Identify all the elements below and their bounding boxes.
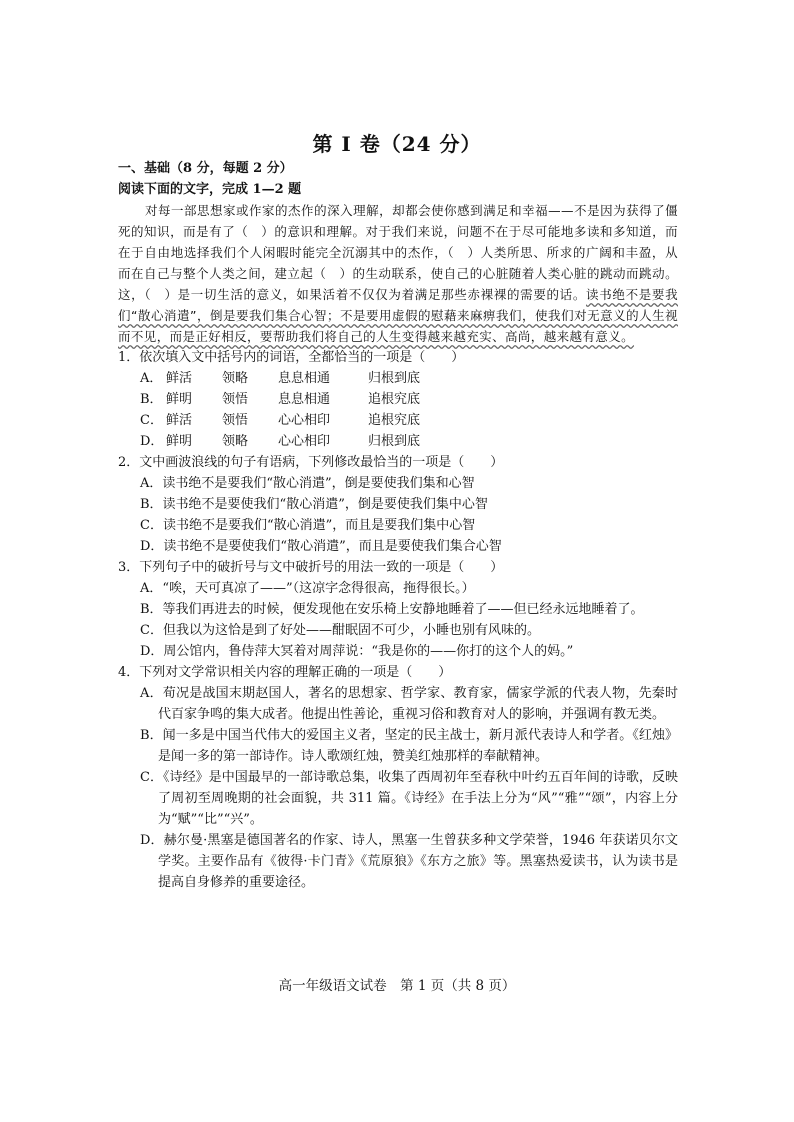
wavy-underlined-sentence: 读书绝不是要我们“散心消遣”，倒是要我们集合心智；不是要用虚假的慰藉来麻痹我们，使我们对无意义的人生视而不见，而是正好相反，要帮助我们将自己的人生变得越来越充实、高尚，越来越有意义。 bbox=[118, 287, 678, 344]
question-1-option-d[interactable] bbox=[118, 431, 678, 452]
question-2 bbox=[118, 452, 678, 557]
question-4-option-b[interactable]: B．闻一多是中国当代伟大的爱国主义者，坚定的民主战士，新月派代表诗人和学者。《红烛》是闻一多的第一部诗作。诗人歌颂红烛，赞美红烛那样的奉献精神。 bbox=[140, 728, 678, 764]
question-4-option-a[interactable]: A．荀况是战国末期赵国人，著名的思想家、哲学家、教育家，儒家学派的代表人物，先秦时代百家争鸣的集大成者。他提出性善论，重视习俗和教育对人的影响，并强调有教无类。 bbox=[140, 686, 678, 722]
page-title: 第 I 卷（24 分） bbox=[312, 132, 482, 156]
option-word: 息息相通 bbox=[278, 392, 331, 407]
question-1-option-a[interactable] bbox=[118, 368, 678, 389]
question-3 bbox=[118, 557, 678, 662]
option-word: 鲜明 bbox=[166, 392, 193, 407]
exam-content bbox=[118, 158, 678, 893]
question-3-option-b[interactable]: B．等我们再进去的时候，便发现他在安乐椅上安静地睡着了——但已经永远地睡着了。 bbox=[140, 602, 644, 617]
option-word: 鲜活 bbox=[166, 371, 193, 386]
question-2-option-d[interactable]: D．读书绝不是要使我们“散心消遣”，而且是要使我们集合心智 bbox=[140, 539, 502, 554]
section-heading: 一、基础（8 分，每题 2 分） bbox=[118, 161, 293, 176]
option-word: 息息相通 bbox=[278, 371, 331, 386]
question-2-stem: 2．文中画波浪线的句子有语病，下列修改最恰当的一项是（ ） bbox=[118, 455, 504, 470]
question-2-option-c[interactable]: C．读书绝不是要我们“散心消遣”，而且是要我们集中心智 bbox=[140, 518, 476, 533]
page-footer: 高一年级语文试卷 第 1 页（共 8 页） bbox=[278, 978, 516, 994]
option-word: 心心相印 bbox=[278, 434, 331, 449]
option-word: 心心相印 bbox=[278, 413, 331, 428]
question-3-stem: 3．下列句子中的破折号与文中破折号的用法一致的一项是（ ） bbox=[118, 560, 504, 575]
option-word: 追根究底 bbox=[368, 413, 421, 428]
option-word: 领略 bbox=[222, 371, 249, 386]
question-1 bbox=[118, 347, 678, 452]
option-word: 鲜活 bbox=[166, 413, 193, 428]
option-label: A． bbox=[140, 371, 163, 386]
passage-text: 对每一部思想家或作家的杰作的深入理解，却都会使你感到满足和幸福——不是因为获得了僵死的知识，而是有了（ ）的意识和理解。对于我们来说，问题不在于尽可能地多读和多知道，而在于自由地选择我们个人闲暇时能完全沉溺其中的杰作，（ ）人类所思、所求的广阔和丰盈，从而在自己与整个人类之间，建立起（ ）的生动联系，使自己的心脏随着人类心脏的跳动而跳动。这，（ ）是一切生活的意义，如果活着不仅仅为着满足那些赤裸裸的需要的话。 bbox=[118, 203, 678, 302]
question-3-option-c[interactable]: C．但我以为这恰是到了好处——酣眠固不可少，小睡也别有风味的。 bbox=[140, 623, 540, 638]
question-1-stem: 1．依次填入文中括号内的词语，全都恰当的一项是（ ） bbox=[118, 350, 465, 365]
question-4 bbox=[118, 662, 678, 893]
question-3-option-a[interactable]: A．“唉，天可真凉了——”（这凉字念得很高，拖得很长。） bbox=[140, 581, 475, 596]
option-label: D． bbox=[140, 434, 164, 449]
option-word: 领悟 bbox=[222, 392, 249, 407]
question-2-option-b[interactable]: B．读书绝不是要使我们“散心消遣”，倒是要使我们集中心智 bbox=[140, 497, 488, 512]
reading-instruction: 阅读下面的文字，完成 1—2 题 bbox=[118, 182, 302, 197]
option-word: 鲜明 bbox=[166, 434, 193, 449]
option-label: C． bbox=[140, 413, 163, 428]
question-4-option-c[interactable]: C．《诗经》是中国最早的一部诗歌总集，收集了西周初年至春秋中叶约五百年间的诗歌，反映了周初至周晚期的社会面貌，共 311 篇。《诗经》在手法上分为“风”“雅”“颂”，内容上分为“赋”“比”“兴”。 bbox=[140, 770, 678, 827]
question-4-stem: 4．下列对文学常识相关内容的理解正确的一项是（ ） bbox=[118, 665, 452, 680]
question-1-option-b[interactable] bbox=[118, 389, 678, 410]
option-label: B． bbox=[140, 392, 163, 407]
question-2-option-a[interactable]: A．读书绝不是要我们“散心消遣”，倒是要使我们集和心智 bbox=[140, 476, 475, 491]
question-1-option-c[interactable] bbox=[118, 410, 678, 431]
question-4-option-d[interactable]: D．赫尔曼·黑塞是德国著名的作家、诗人，黑塞一生曾获多种文学荣誉，1946 年获诺贝尔文学奖。主要作品有《彼得·卡门青》《荒原狼》《东方之旅》等。黑塞热爱读书，认为读书是提高自身修养的重要途径。 bbox=[140, 833, 678, 890]
option-word: 追根究底 bbox=[368, 392, 421, 407]
option-word: 领悟 bbox=[222, 413, 249, 428]
question-3-option-d[interactable]: D．周公馆内，鲁侍萍大冥着对周萍说：“我是你的——你打的这个人的妈。” bbox=[140, 644, 574, 659]
reading-passage bbox=[118, 200, 678, 347]
option-word: 领略 bbox=[222, 434, 249, 449]
option-word: 归根到底 bbox=[368, 371, 421, 386]
option-word: 归根到底 bbox=[368, 434, 421, 449]
